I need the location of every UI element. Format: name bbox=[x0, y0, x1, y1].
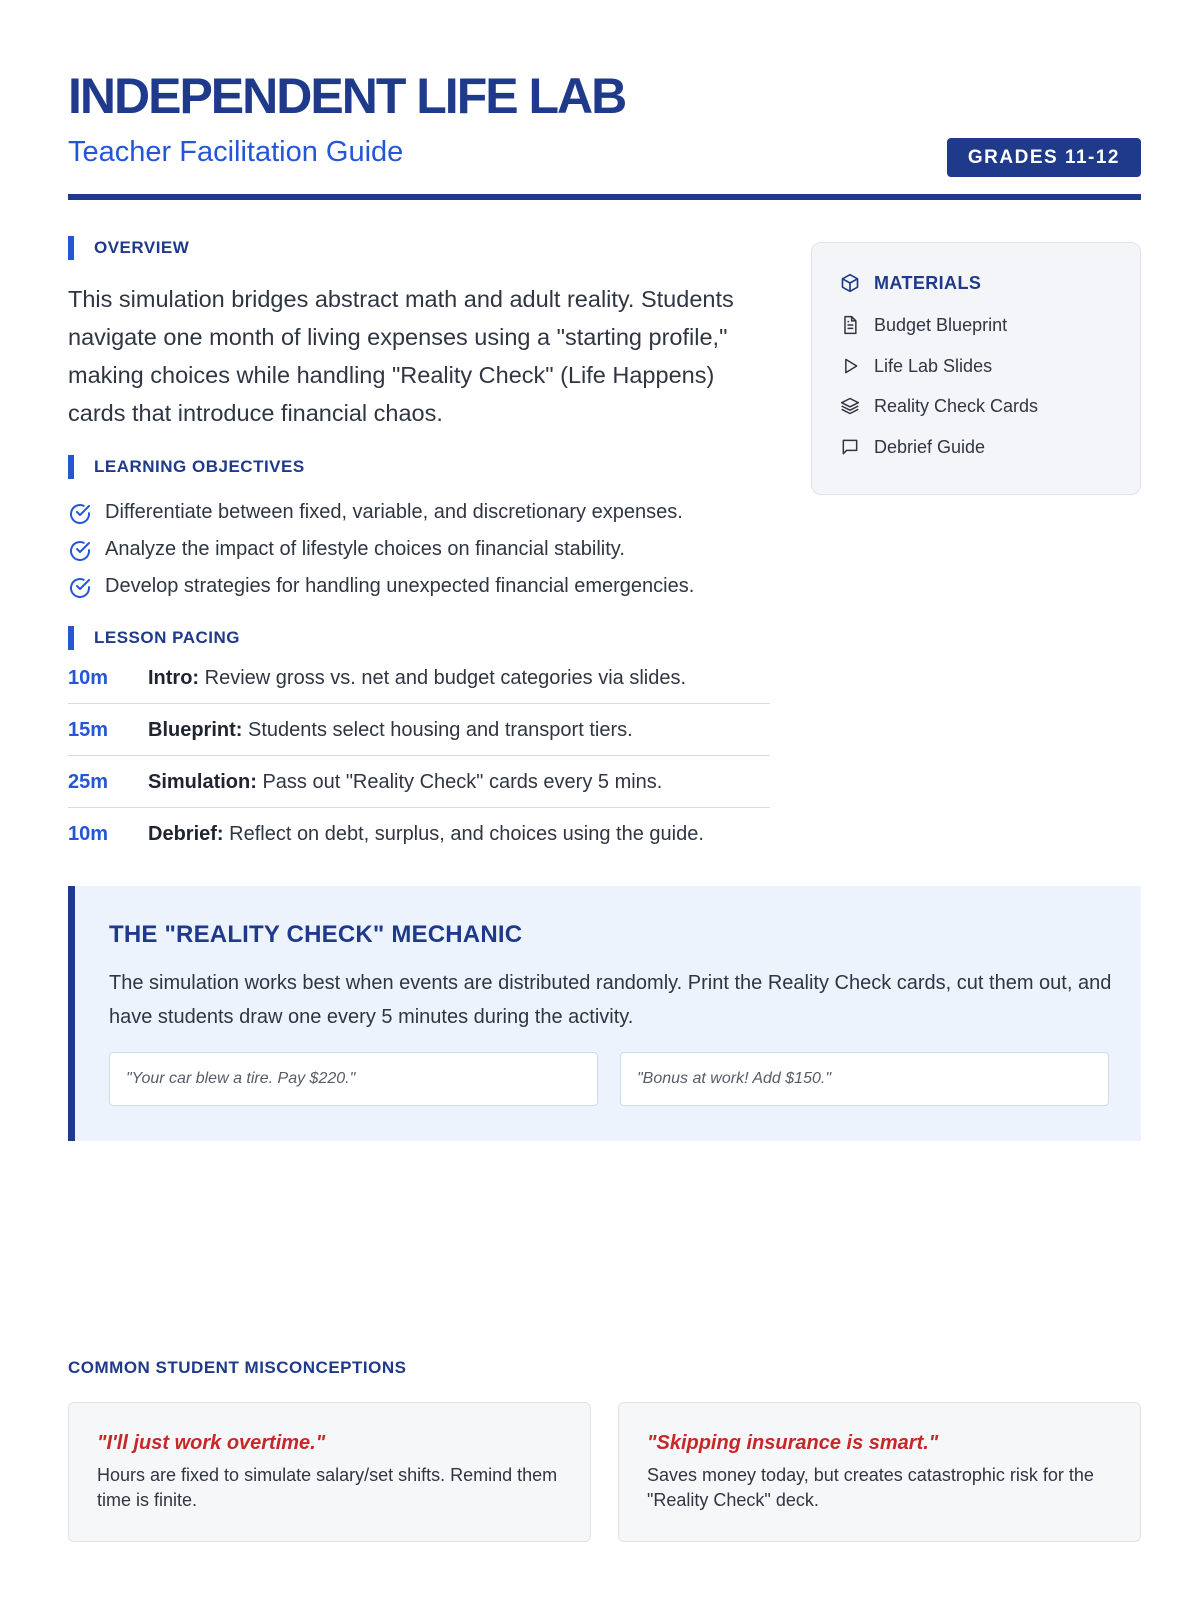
material-label: Life Lab Slides bbox=[874, 356, 993, 376]
misconception-response: Hours are fixed to simulate salary/set shifts. Remind them time is finite. bbox=[97, 1465, 558, 1510]
misconception-response: Saves money today, but creates catastrophic risk for the "Reality Check" deck. bbox=[647, 1465, 1094, 1510]
check-circle-icon bbox=[68, 539, 92, 563]
pacing-row bbox=[68, 704, 770, 756]
reality-check-callout bbox=[68, 886, 1141, 1141]
pacing-description bbox=[148, 652, 686, 704]
pacing-detail: Pass out "Reality Check" cards every 5 mins. bbox=[256, 771, 663, 793]
reality-check-text: The simulation works best when events are distributed randomly. Print the Reality Check cards, cut them out, and have students draw one every 5 minutes during the activity. bbox=[109, 972, 1112, 1028]
play-icon bbox=[840, 356, 860, 376]
pacing-detail: Reflect on debt, surplus, and choices using the guide. bbox=[223, 823, 704, 845]
reality-check-title: THE "REALITY CHECK" MECHANIC bbox=[109, 921, 523, 948]
objective-item bbox=[68, 568, 768, 605]
material-label: Budget Blueprint bbox=[874, 315, 1008, 335]
pacing-duration: 25m bbox=[68, 771, 109, 793]
objective-text: Differentiate between fixed, variable, and discretionary expenses. bbox=[105, 501, 683, 523]
overview-text: This simulation bridges abstract math and adult reality. Students navigate one month of living expenses using a "starting profile," making choices while handling "Reality Check" (Life Happens) cards that introduce financial chaos. bbox=[68, 286, 734, 426]
pacing-heading: LESSON PACING bbox=[68, 626, 240, 650]
materials-heading bbox=[840, 271, 981, 295]
check-circle-icon bbox=[68, 502, 92, 526]
pacing-description bbox=[148, 756, 662, 808]
pacing-description bbox=[148, 704, 633, 756]
check-circle-icon bbox=[68, 576, 92, 600]
material-reality-check-cards[interactable] bbox=[840, 393, 1038, 419]
guide-page bbox=[68, 0, 1141, 1600]
cube-icon bbox=[840, 273, 860, 293]
objectives-list bbox=[68, 494, 768, 605]
grade-badge: GRADES 11-12 bbox=[947, 138, 1141, 177]
reality-check-example-card: "Bonus at work! Add $150." bbox=[620, 1052, 1109, 1106]
chat-bubble-icon bbox=[840, 437, 860, 457]
pacing-duration: 10m bbox=[68, 667, 109, 689]
overview-heading: OVERVIEW bbox=[68, 236, 189, 260]
objective-text: Develop strategies for handling unexpected financial emergencies. bbox=[105, 575, 695, 597]
objective-text: Analyze the impact of lifestyle choices on financial stability. bbox=[105, 538, 625, 560]
material-debrief-guide[interactable] bbox=[840, 434, 985, 460]
pacing-description bbox=[148, 808, 704, 860]
pacing-phase: Debrief: bbox=[148, 823, 224, 845]
reality-check-example-card: "Your car blew a tire. Pay $220." bbox=[109, 1052, 598, 1106]
page-title: INDEPENDENT LIFE LAB bbox=[68, 68, 626, 124]
misconception-card bbox=[68, 1402, 591, 1542]
document-icon bbox=[840, 315, 860, 335]
material-label: Debrief Guide bbox=[874, 437, 986, 457]
material-budget-blueprint[interactable] bbox=[840, 312, 1007, 338]
pacing-phase: Simulation: bbox=[148, 771, 257, 793]
pacing-duration: 10m bbox=[68, 823, 109, 845]
misconception-card bbox=[618, 1402, 1141, 1542]
materials-panel bbox=[811, 242, 1141, 495]
objective-item bbox=[68, 494, 768, 531]
pacing-detail: Students select housing and transport tiers. bbox=[242, 719, 633, 741]
page-subtitle: Teacher Facilitation Guide bbox=[68, 136, 404, 168]
pacing-table bbox=[68, 652, 770, 860]
pacing-phase: Blueprint: bbox=[148, 719, 243, 741]
objective-item bbox=[68, 531, 768, 568]
misconception-quote: "Skipping insurance is smart." bbox=[647, 1432, 939, 1454]
pacing-phase: Intro: bbox=[148, 667, 200, 689]
pacing-row bbox=[68, 808, 770, 860]
pacing-row bbox=[68, 756, 770, 808]
pacing-duration: 15m bbox=[68, 719, 109, 741]
material-label: Reality Check Cards bbox=[874, 396, 1039, 416]
header-divider bbox=[68, 194, 1141, 200]
layers-icon bbox=[840, 396, 860, 416]
material-life-lab-slides[interactable] bbox=[840, 353, 992, 379]
misconceptions-heading: COMMON STUDENT MISCONCEPTIONS bbox=[68, 1358, 407, 1377]
misconception-quote: "I'll just work overtime." bbox=[97, 1432, 326, 1454]
objectives-heading: LEARNING OBJECTIVES bbox=[68, 455, 305, 479]
pacing-row bbox=[68, 652, 770, 704]
materials-heading-label: MATERIALS bbox=[874, 273, 982, 293]
pacing-detail: Review gross vs. net and budget categories via slides. bbox=[199, 667, 687, 689]
